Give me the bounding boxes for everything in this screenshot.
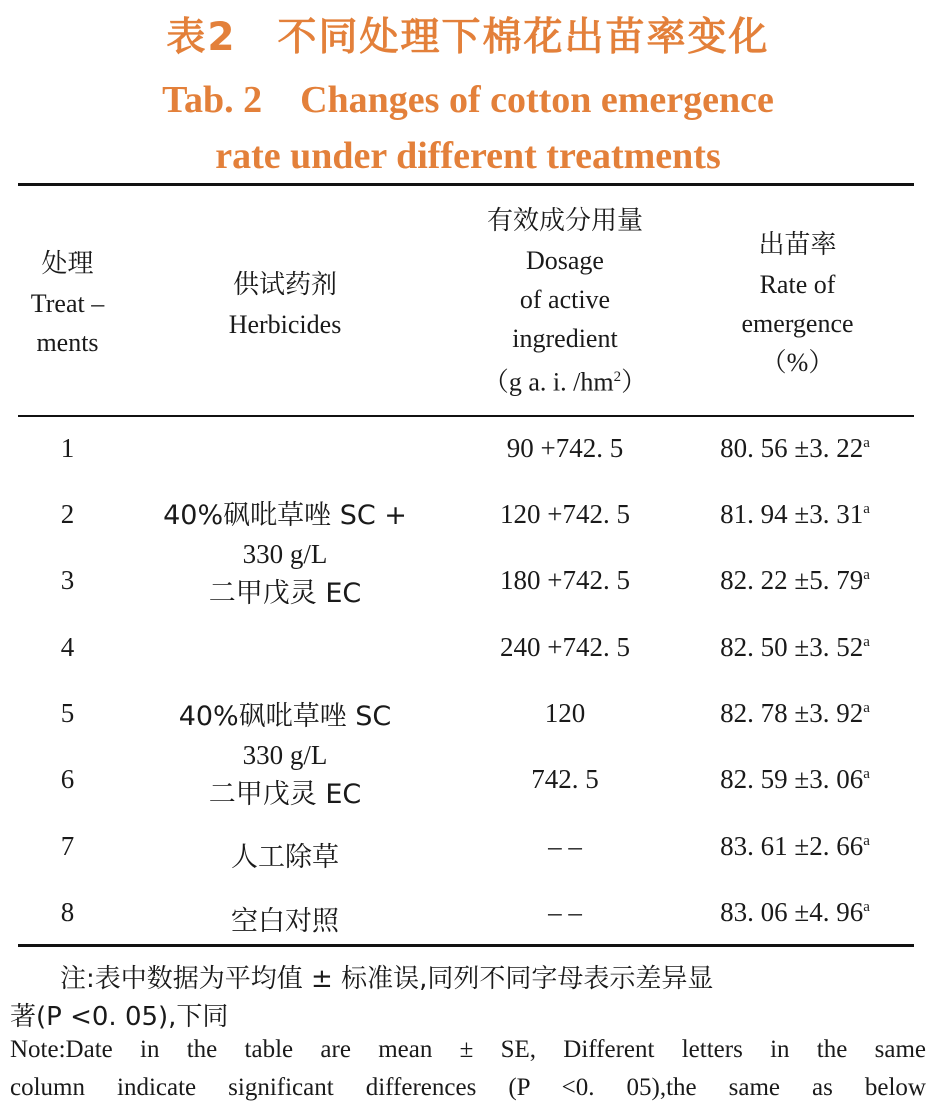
- table-top-rule: [18, 183, 914, 186]
- note-en-line1: Note:Date in the table are mean ± SE, Different letters in the same: [10, 1036, 926, 1063]
- table-cell-dosage: – –: [548, 831, 582, 861]
- header-herbicide-cn: 供试药剂: [232, 270, 337, 300]
- table-title-cn: 表2 不同处理下棉花出苗率变化: [166, 15, 770, 60]
- herbicide-line: 40%砜吡草唑 SC: [178, 701, 392, 732]
- table-cell-treatment: 8: [60, 897, 75, 927]
- header-dosage-unit: （g a. i. $/hm^2$）: [482, 367, 648, 397]
- table-cell-dosage: 742. 5: [531, 764, 599, 794]
- table-cell-dosage: – –: [548, 897, 582, 927]
- header-rate: [700, 226, 895, 382]
- table-cell-rate: 82. 78 ±3. 92$^a$: [720, 698, 870, 728]
- table-cell-treatment: 6: [60, 764, 75, 794]
- table-title-en-line2: rate under different treatments: [215, 135, 721, 177]
- table-cell-rate: 82. 22 ±5. 79$^a$: [720, 565, 870, 595]
- header-rate-en1: Rate of: [759, 270, 836, 299]
- note-en-line2: column indicate significant differences (P <0. 05),the same as below: [10, 1074, 926, 1101]
- header-dosage-en1: Dosage: [526, 246, 604, 275]
- table-cell-treatment: 5: [60, 698, 75, 728]
- table-cell-rate: 80. 56 ±3. 22$^a$: [720, 433, 870, 463]
- header-dosage-cn: 有效成分用量: [486, 206, 643, 236]
- table-cell-rate: 83. 06 ±4. 96$^a$: [720, 897, 870, 927]
- header-rate-en2: emergence: [741, 309, 854, 338]
- table-cell-dosage: 90 +742. 5: [506, 433, 624, 463]
- table-cell-treatment: 1: [60, 433, 75, 463]
- herbicide-group-mix: [140, 496, 430, 613]
- herbicide-line: 330 g/L: [242, 539, 328, 569]
- table-cell-rate: 83. 61 ±2. 66$^a$: [720, 831, 870, 861]
- herbicide-line: 二甲戊灵 EC: [208, 578, 362, 609]
- table-cell-dosage: 180 +742. 5: [500, 565, 630, 595]
- herbicide-blank-control: 空白对照: [231, 906, 339, 937]
- table-cell-dosage: 120 +742. 5: [500, 499, 630, 529]
- header-herbicide: [150, 266, 420, 344]
- header-rate-cn: 出苗率: [758, 230, 837, 260]
- herbicide-line: 330 g/L: [242, 740, 328, 770]
- herbicide-line: 二甲戊灵 EC: [208, 779, 362, 810]
- note-cn-line2: 著(P <0. 05),下同: [10, 1002, 229, 1032]
- herbicide-line: 40%砜吡草唑 SC +: [163, 500, 407, 531]
- table-header-rule: [18, 415, 914, 417]
- header-dosage-en2: of active: [519, 285, 611, 314]
- table-cell-rate: 81. 94 ±3. 31$^a$: [720, 499, 870, 529]
- header-treatment-en1: Treat –: [30, 289, 105, 318]
- table-title-en-line1: Tab. 2 Changes of cotton emergence: [162, 79, 774, 121]
- table-cell-treatment: 4: [60, 632, 75, 662]
- table-cell-rate: 82. 50 ±3. 52$^a$: [720, 632, 870, 662]
- table-cell-rate: 82. 59 ±3. 06$^a$: [720, 764, 870, 794]
- table-cell-treatment: 3: [60, 565, 75, 595]
- header-dosage-en3: ingredient: [512, 324, 618, 353]
- note-cn-line1: 注:表中数据为平均值 ± 标准误,同列不同字母表示差异显: [60, 964, 714, 994]
- table-cell-treatment: 2: [60, 499, 75, 529]
- herbicide-group-single: [140, 697, 430, 814]
- table-cell-dosage: 120: [544, 698, 586, 728]
- herbicide-manual-weeding: 人工除草: [231, 842, 339, 873]
- header-herbicide-en: Herbicides: [228, 310, 342, 339]
- header-treatment-cn: 处理: [41, 249, 94, 279]
- table-cell-dosage: 240 +742. 5: [500, 632, 630, 662]
- header-treatment: [10, 245, 125, 362]
- table-bottom-rule: [18, 944, 914, 947]
- header-dosage: [440, 202, 690, 402]
- header-treatment-en2: ments: [36, 328, 99, 357]
- table-cell-treatment: 7: [60, 831, 75, 861]
- header-rate-unit: （%）: [760, 348, 835, 377]
